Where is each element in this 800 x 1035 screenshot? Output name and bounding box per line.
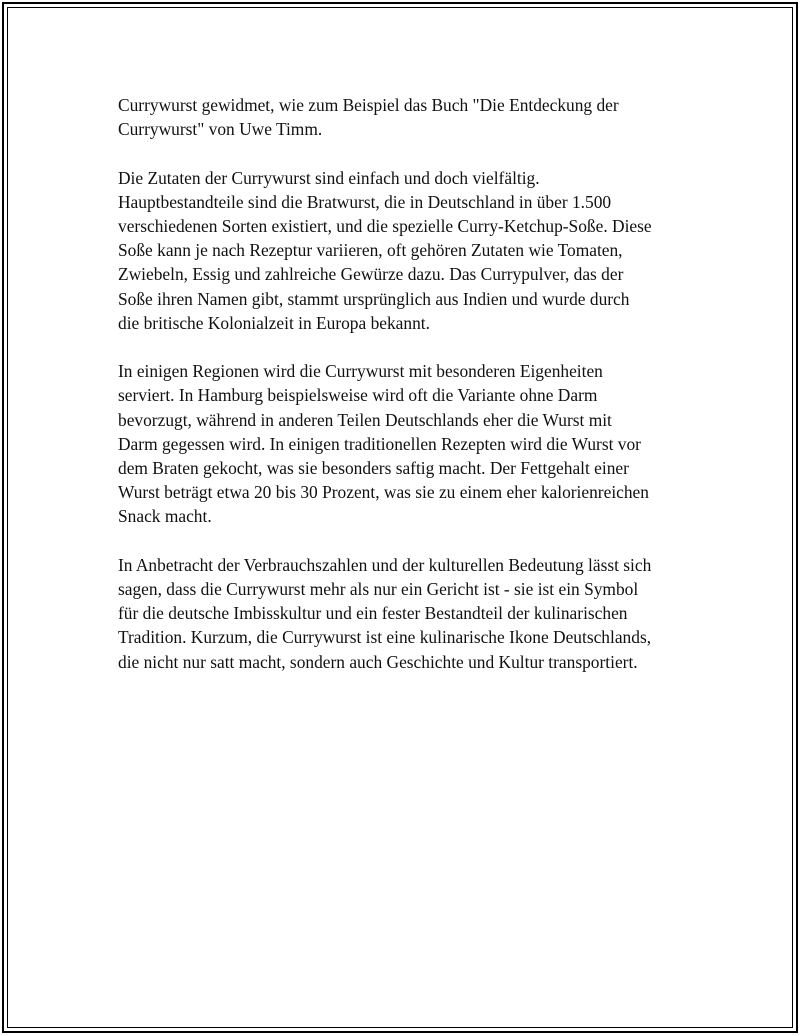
paragraph-4: In Anbetracht der Verbrauchszahlen und der kulturellen Bedeutung lässt sich sagen, dass die Currywurst mehr als nur ein Gericht ist - sie ist ein Symbol für die deutsche Imbisskultur und ein fester Bestandteil der kulinarischen Tradition. Kurzum, die Currywurst ist eine kulinarische Ikone Deutschlands, die nicht nur satt macht, sondern auch Geschichte und Kultur transportiert. <box>118 554 652 672</box>
paragraph-2: Die Zutaten der Currywurst sind einfach und doch vielfältig. Hauptbestandteile sind die Bratwurst, die in Deutschland in über 1.500 verschiedenen Sorten existiert, und die spezielle Curry-Ketchup-Soße. Diese Soße kann je nach Rezeptur variieren, oft gehören Zutaten wie Tomaten, Zwiebeln, Essig und zahlreiche Gewürze dazu. Das Currypulver, das der Soße ihren Namen gibt, stammt ursprünglich aus Indien und wurde durch die britische Kolonialzeit in Europa bekannt. <box>118 167 652 333</box>
paragraph-1: Currywurst gewidmet, wie zum Beispiel das Buch "Die Entdeckung der Currywurst" von Uwe Timm. <box>118 95 619 140</box>
paragraph-3: In einigen Regionen wird die Currywurst mit besonderen Eigenheiten serviert. In Hamburg beispielsweise wird oft die Variante ohne Darm bevorzugt, während in anderen Teilen Deutschlands eher die Wurst mit Darm gegessen wird. In einigen traditionellen Rezepten wird die Wurst vor dem Braten gekocht, was sie besonders saftig macht. Der Fettgehalt einer Wurst beträgt etwa 20 bis 30 Prozent, was sie zu einem eher kalorienreichen Snack macht. <box>118 361 649 527</box>
document-body <box>118 93 698 698</box>
